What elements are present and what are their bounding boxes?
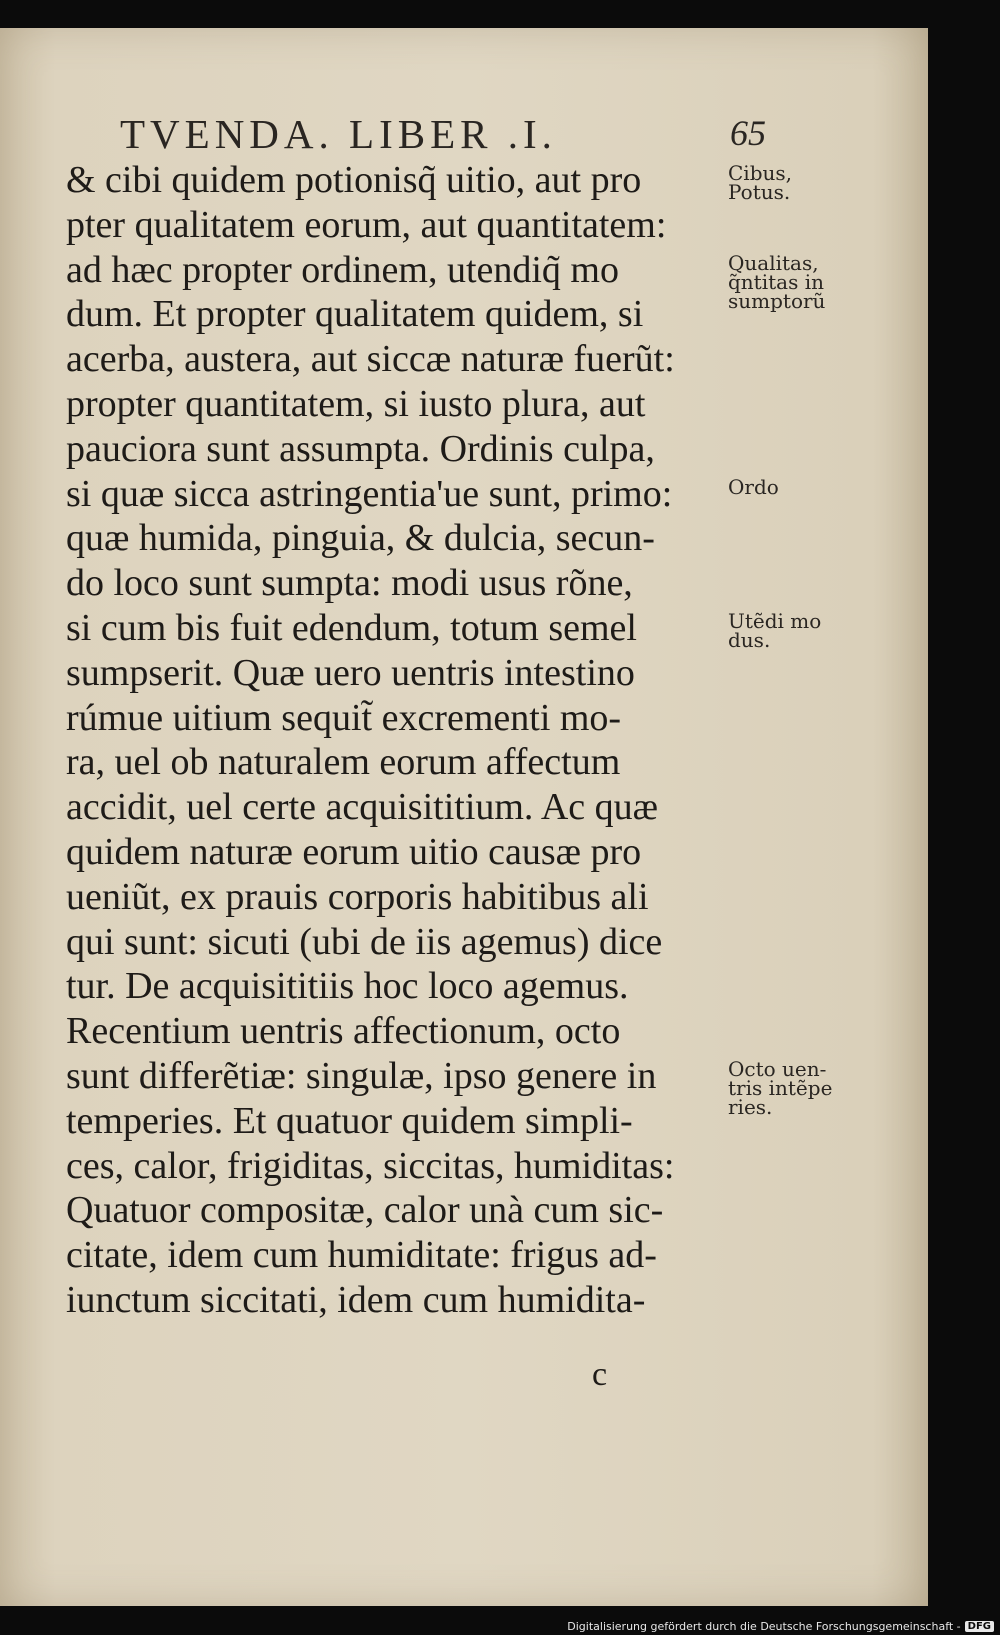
text-line: iunctum siccitati, idem cum humidita- xyxy=(66,1278,646,1321)
text-line: sumpserit. Quæ uero uentris intestino xyxy=(66,651,635,694)
text-line: quæ humida, pinguia, & dulcia, secun- xyxy=(66,517,655,560)
digitization-credit xyxy=(567,1620,994,1633)
text-line: pauciora sunt assumpta. Ordinis culpa, xyxy=(66,427,655,470)
text-line: quidem naturæ eorum uitio causæ pro xyxy=(66,830,642,873)
text-line: si quæ sicca astringentia'ue sunt, primo: xyxy=(66,472,673,515)
text-line: sunt differẽtiæ: singulæ, ipso genere in xyxy=(66,1054,657,1097)
margin-note: Ordo xyxy=(728,474,779,499)
margin-note: Qualitas, q̃ntitas in sumptorũ xyxy=(728,250,826,313)
text-line: do loco sunt sumpta: modi usus rõne, xyxy=(66,562,633,605)
text-line: ueniũt, ex prauis corporis habitibus ali xyxy=(66,875,649,918)
text-line: propter quantitatem, si iusto plura, aut xyxy=(66,382,646,425)
text-line: tur. De acquisititiis hoc loco agemus. xyxy=(66,965,629,1008)
text-line: ces, calor, frigiditas, siccitas, humiditas: xyxy=(66,1144,675,1187)
text-line: qui sunt: sicuti (ubi de iis agemus) dice xyxy=(66,920,663,963)
text-line: Quatuor compositæ, calor unà cum sic- xyxy=(66,1189,664,1232)
text-line: temperies. Et quatuor quidem simpli- xyxy=(66,1099,633,1142)
margin-note: Cibus, Potus. xyxy=(728,161,793,204)
text-line: pter qualitatem eorum, aut quantitatem: xyxy=(66,203,667,246)
margin-note: Utẽdi mo dus. xyxy=(728,609,822,652)
text-line: ra, uel ob naturalem eorum affectum xyxy=(66,741,621,784)
body-text xyxy=(66,158,721,1323)
text-line: ad hæc propter ordinem, utendiq̃ mo xyxy=(66,248,619,291)
text-line: rúmue uitium sequit̃ excrementi mo- xyxy=(66,696,622,739)
text-line: acerba, austera, aut siccæ naturæ fuerũt: xyxy=(66,338,675,381)
dfg-logo: DFG xyxy=(965,1621,994,1632)
text-line: citate, idem cum humiditate: frigus ad- xyxy=(66,1234,657,1277)
text-line: Recentium uentris affectionum, octo xyxy=(66,1010,621,1053)
running-title: TVENDA. LIBER .I. xyxy=(120,111,557,157)
folio-number: 65 xyxy=(730,113,766,153)
text-line: & cibi quidem potionisq̃ uitio, aut pro xyxy=(66,159,642,201)
text-line: accidit, uel certe acquisititium. Ac quæ xyxy=(66,786,658,829)
margin-note: Octo uen- tris intẽpe ries. xyxy=(728,1057,833,1119)
text-line: dum. Et propter qualitatem quidem, si xyxy=(66,293,644,336)
catchword: c xyxy=(592,1356,608,1393)
credit-text: Digitalisierung gefördert durch die Deutsche Forschungsgemeinschaft - xyxy=(567,1620,961,1633)
text-line: si cum bis fuit edendum, totum semel xyxy=(66,606,637,649)
book-page xyxy=(0,28,928,1606)
